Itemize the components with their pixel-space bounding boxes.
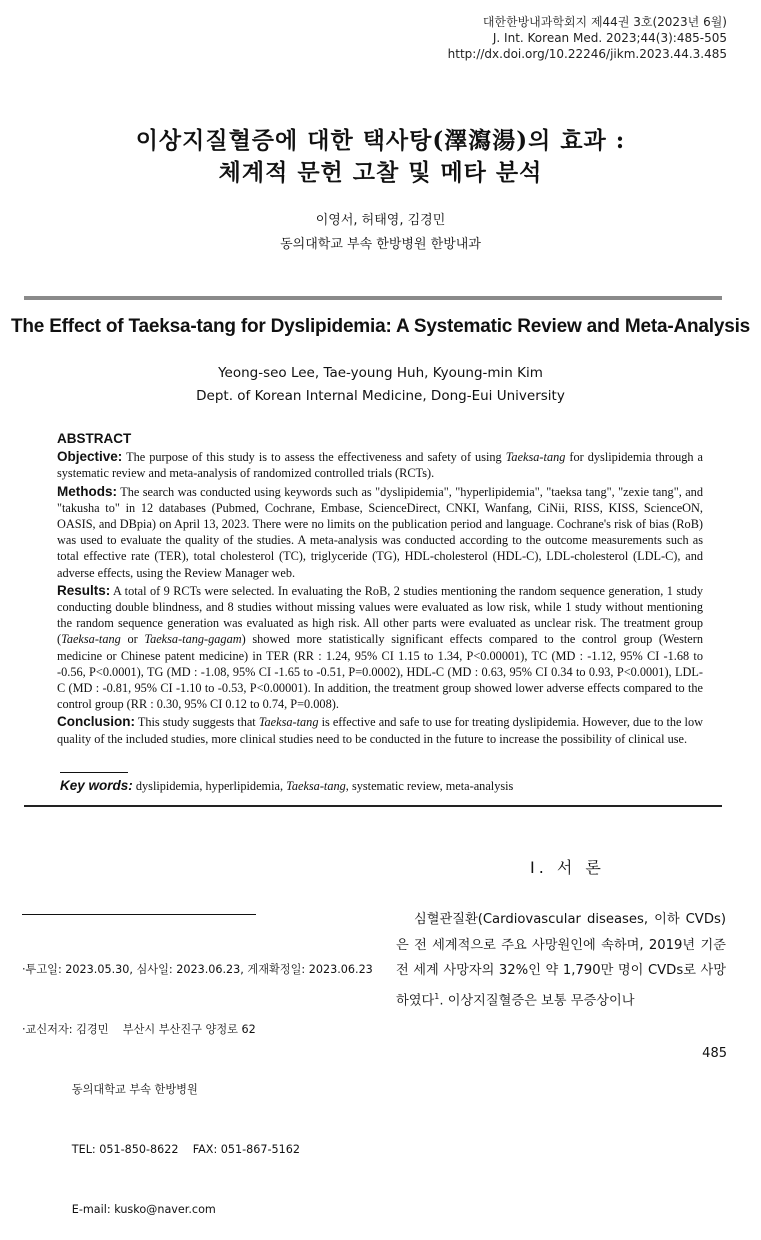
keywords-label: Key words: [60, 778, 133, 793]
methods-text: The search was conducted using keywords such as "dyslipidemia", "hyperlipidemia", "taeksa tang", "zexie tang", and "takusha to" in 12 databases (Pubmed, Cochrane, Embase, ScienceDirect, CNKI, Wanfang, CiNii, RISS, KISS, ScienceON, OASIS, and DBpia) on April 13, 2023. There were no limits on the publication period and language. Cochrane's risk of bias (RoB) was used to evaluate the quality of the studies. A meta-analysis was conducted according to the outcome measurements such as total effective rate (TER), total cholesterol (TC), triglyceride (TG), HDL-cholesterol (HDL-C), LDL-cholesterol (LDL-C), and adverse effects, using the Review Manager web. [57, 484, 703, 580]
keywords-italic: Taeksa-tang [286, 779, 346, 793]
intro-paragraph [396, 907, 726, 1013]
objective-italic: Taeksa-tang [505, 450, 566, 465]
journal-citation: J. Int. Korean Med. 2023;44(3):485-505 [492, 31, 727, 45]
affiliation-en: Dept. of Korean Internal Medicine, Dong-Eui University [196, 388, 565, 404]
conclusion-italic: Taeksa-tang [258, 715, 319, 730]
authors-ko: 이영서, 허태영, 김경민 [315, 213, 446, 228]
results-text-or: or [120, 632, 145, 647]
title-en: The Effect of Taeksa-tang for Dyslipidemia: A Systematic Review and Meta-Analysis [10, 316, 751, 337]
abstract-heading: ABSTRACT [57, 431, 132, 446]
abstract-methods [43, 484, 703, 581]
objective-text: The purpose of this study is to assess the effectiveness and safety of using [126, 450, 506, 465]
footnote-email[interactable]: E-mail: kusko@naver.com [22, 1203, 216, 1216]
authors-en: Yeong-seo Lee, Tae-young Huh, Kyoung-min Kim [218, 365, 543, 381]
abstract [43, 431, 703, 749]
keywords-rule [60, 772, 128, 773]
footnote-affiliation: 동의대학교 부속 한방병원 [22, 1083, 198, 1096]
abstract-bottom-rule [24, 805, 722, 807]
section-heading: Ⅰ. 서 론 [530, 858, 605, 877]
abstract-results [43, 583, 703, 713]
results-text: A total of 9 RCTs were selected. In evaluating the RoB, 2 studies mentioning the random sequence generation, 1 study conducting double blindness, and 8 studies without missing values were evaluated as low risk, while 1 study without mentioning the random sequence generation was evaluated as high risk. All other parts were evaluated as unclear risk. The treatment group ( [57, 583, 703, 647]
objective-text-end: for dyslipidemia through a systematic review and meta-analysis of randomized controlled trials (RCTs). [57, 450, 704, 481]
footnote-dates: ·투고일: 2023.05.30, 심사일: 2023.06.23, 게재확정일: 2023.06.23 [22, 963, 373, 976]
footnote [22, 920, 373, 1240]
footnote-corresponding: ·교신저자: 김경민 부산시 부산진구 양정로 62 [22, 1023, 256, 1036]
page-number: 485 [702, 1046, 727, 1061]
results-text-end: ) showed more statistically significant effects compared to the control group (Western medicine or Chinese patent medicine) in TER (RR : 1.24, 95% CI 1.15 to 1.34, P<0.00001), TC (MD : -1.12, 95% CI -1.68 to -0.56, P<0.0001), TG (MD : -1.08, 95% CI -1.65 to -0.51, P=0.0002), HDL-C (MD : 0.63, 95% CI 0.34 to 0.93, P<0.0001), LDL-C (MD : -0.81, 95% CI -1.10 to -0.53, P<0.00001). In addition, the treatment group showed lower adverse effects compared to the control group (RR : 0.30, 95% CI 0.12 to 0.74, P=0.008). [57, 632, 703, 712]
journal-name-ko: 대한한방내과학회지 제44권 3호(2023년 6월) [482, 15, 727, 29]
results-label: Results: [57, 582, 111, 598]
title-ko-line2: 체계적 문헌 고찰 및 메타 분석 [218, 159, 543, 186]
title-divider [24, 296, 722, 300]
conclusion-text-end: is effective and safe to use for treating dyslipidemia. However, due to the low quality of the included studies, more clinical studies need to be conducted in the future to increase the possibility of clinical use. [57, 715, 704, 746]
keywords-text: dyslipidemia, hyperlipidemia, [135, 779, 287, 793]
footnote-phone: TEL: 051-850-8622 FAX: 051-867-5162 [22, 1143, 301, 1156]
keywords-text-end: , systematic review, meta-analysis [345, 779, 514, 793]
intro-text: 심혈관질환(Cardiovascular diseases, 이하 CVDs)은 전 세계적으로 주요 사망원인에 속하며, 2019년 기준 전 세계 사망자의 32%인 약 1,790만 명이 CVDs로 사망하였다 [396, 912, 726, 1008]
abstract-objective [43, 449, 703, 481]
conclusion-label: Conclusion: [57, 714, 135, 730]
affiliation-ko: 동의대학교 부속 한방병원 한방내과 [280, 237, 481, 252]
title-ko-line1: 이상지질혈증에 대한 택사탕(澤瀉湯)의 효과 : [135, 127, 626, 154]
conclusion-text: This study suggests that [137, 715, 259, 730]
objective-label: Objective: [57, 449, 123, 465]
results-italic-2: Taeksa-tang-gagam [144, 632, 242, 647]
journal-header [448, 14, 727, 62]
doi-link[interactable]: http://dx.doi.org/10.22246/jikm.2023.44.3.485 [447, 47, 727, 61]
footnote-rule [22, 914, 256, 915]
keywords [60, 778, 513, 794]
citation-ref[interactable]: 1 [434, 991, 440, 1001]
results-italic-1: Taeksa-tang [61, 632, 121, 647]
methods-label: Methods: [57, 483, 117, 499]
abstract-conclusion [43, 714, 703, 746]
intro-text-end: . 이상지질혈증은 보통 무증상이나 [439, 992, 635, 1008]
